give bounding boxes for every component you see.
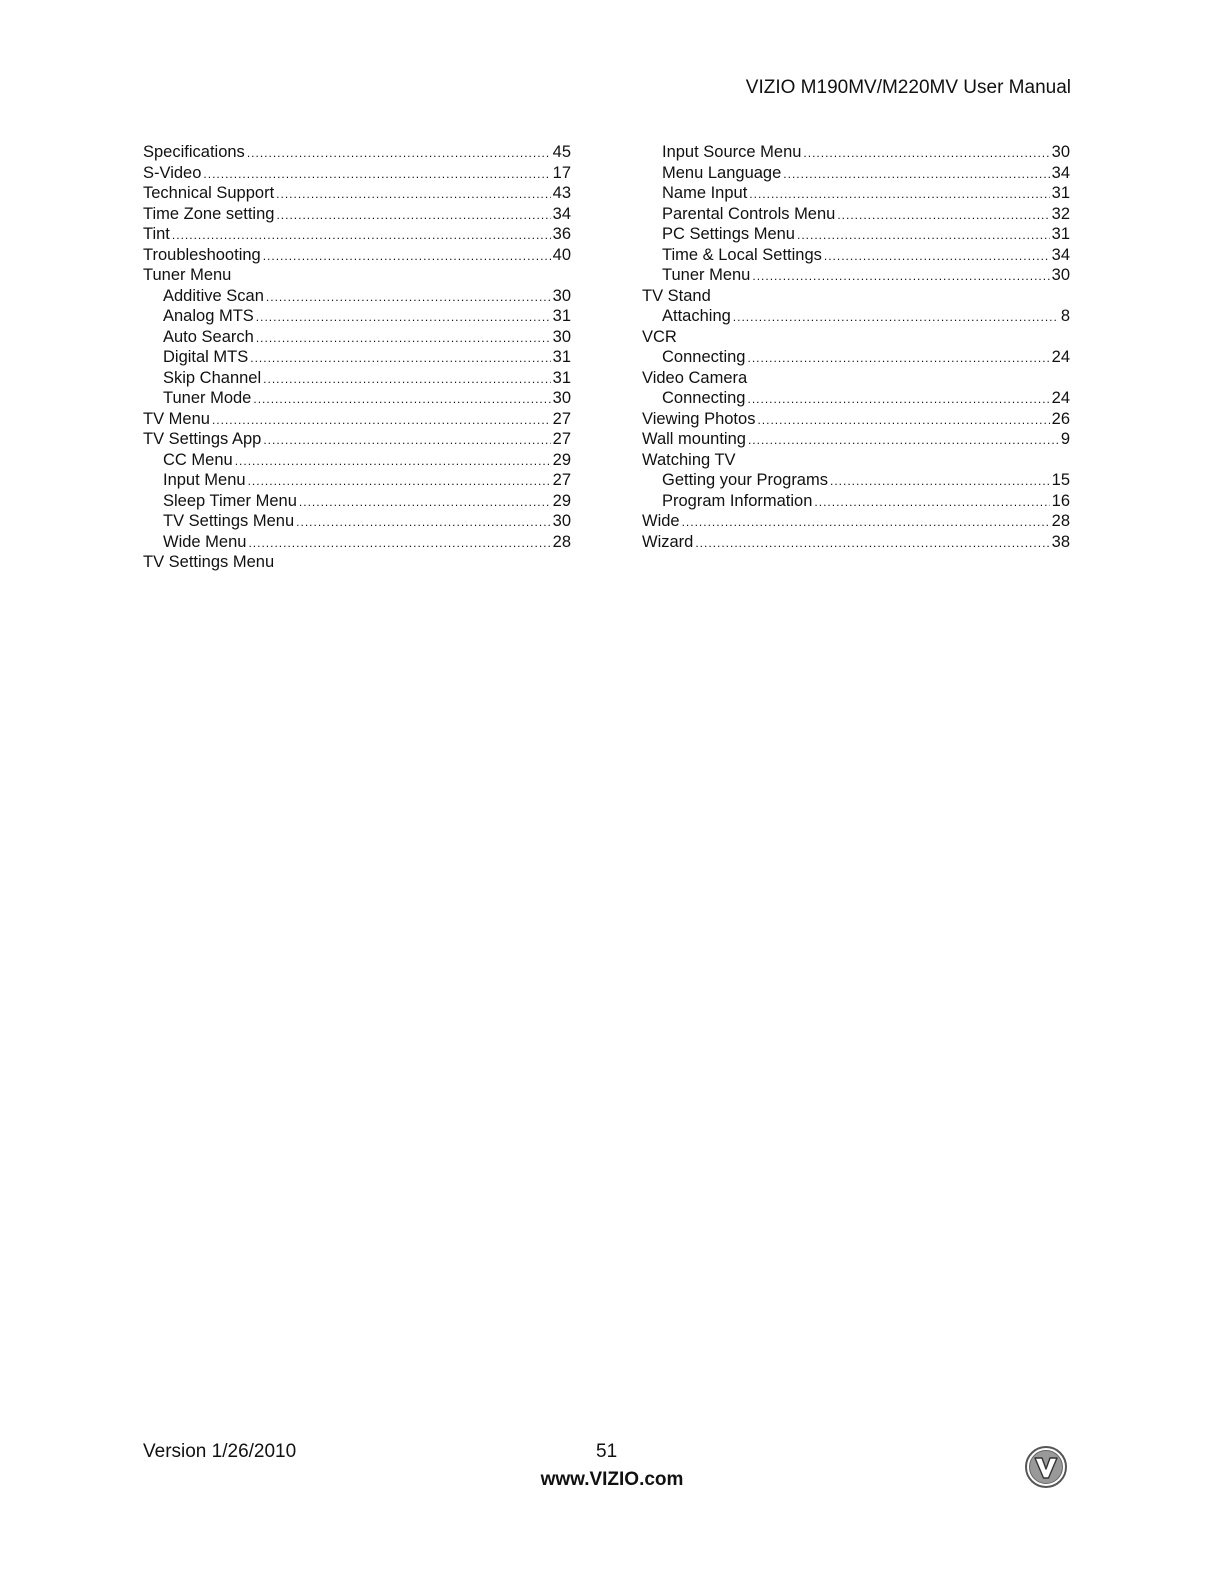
index-entry-label: TV Menu (143, 409, 210, 428)
index-entry-page: 16 (1051, 491, 1070, 510)
index-entry-page: 24 (1051, 348, 1070, 366)
index-entry (642, 409, 1070, 430)
index-entry-page: 31 (1051, 225, 1070, 243)
index-entry (143, 429, 571, 450)
index-entry-label: Getting your Programs (662, 471, 828, 489)
dot-leader (797, 225, 1050, 246)
index-entry-page: 29 (552, 491, 571, 510)
index-entry-label: Menu Language (662, 163, 782, 182)
footer-page-number: 51 (596, 1441, 618, 1462)
index-entry (642, 450, 1070, 471)
index-entry-page: 30 (552, 389, 571, 407)
index-entry-page: 30 (1051, 266, 1070, 284)
index-entry-page: 24 (1051, 389, 1070, 407)
index-entry-label: VCR (642, 327, 677, 346)
dot-leader (824, 246, 1050, 267)
dot-leader (749, 184, 1049, 205)
index-entry (143, 409, 571, 430)
index-entry-page: 9 (1060, 430, 1070, 448)
index-entry (143, 163, 571, 184)
index-entry-label: Video Camera (642, 368, 748, 387)
index-entry-label: Digital MTS (163, 348, 249, 366)
index-entry-label: Wide (642, 512, 680, 530)
index-entry-page: 30 (552, 327, 571, 346)
index-entry-page: 43 (552, 184, 571, 202)
index-entry-label: Connecting (662, 389, 746, 407)
index-entry-page: 30 (1051, 143, 1070, 161)
index-entry (642, 470, 1070, 491)
index-entry-page: 38 (1051, 532, 1070, 551)
index-entry-page: 29 (552, 450, 571, 469)
dot-leader (212, 410, 551, 431)
index-entry (143, 224, 571, 245)
index-entry (642, 265, 1070, 286)
index-entry-label: Skip Channel (163, 368, 262, 387)
dot-leader (299, 492, 551, 513)
index-entry-label: Viewing Photos (642, 409, 756, 428)
index-entry (143, 286, 571, 307)
index-entry (143, 511, 571, 532)
dot-leader (263, 430, 550, 451)
index-entry-page: 31 (552, 348, 571, 366)
index-entry-label: Time Zone setting (143, 204, 275, 223)
dot-leader (248, 533, 550, 554)
index-entry (143, 552, 571, 573)
index-entry (642, 245, 1070, 266)
index-entry (642, 511, 1070, 532)
index-entry-page: 27 (552, 409, 571, 428)
index-entry-label: Time & Local Settings (662, 245, 822, 264)
index-entry (642, 388, 1070, 409)
index-entry (143, 532, 571, 553)
index-entry-page: 40 (552, 245, 571, 264)
index-entry-label: Troubleshooting (143, 245, 261, 264)
index-entry-page: 28 (1051, 512, 1070, 530)
index-entry (143, 450, 571, 471)
index-entry-label: S-Video (143, 163, 202, 182)
index-entry-page: 28 (552, 532, 571, 551)
dot-leader (814, 492, 1049, 513)
index-entry-label: TV Settings Menu (163, 512, 295, 530)
index-entry-label: Auto Search (163, 327, 254, 346)
dot-leader (747, 348, 1049, 369)
dot-leader (803, 143, 1049, 164)
index-entry (642, 142, 1070, 163)
index-entry-label: Additive Scan (163, 286, 264, 305)
index-entry-page: 15 (1051, 471, 1070, 489)
index-entry-label: Program Information (662, 491, 813, 510)
index-entry-page: 34 (1051, 163, 1070, 182)
index-entry (642, 163, 1070, 184)
index-entry (642, 306, 1070, 327)
index-entry-label: Connecting (662, 348, 746, 366)
index-entry-label: Tint (143, 225, 170, 243)
index-entry-label: Input Source Menu (662, 143, 802, 161)
dot-leader (263, 246, 551, 267)
index-entry-label: Wide Menu (163, 532, 247, 551)
index-entry (143, 388, 571, 409)
dot-leader (248, 471, 551, 492)
dot-leader (747, 389, 1049, 410)
dot-leader (235, 451, 551, 472)
vizio-v-logo-icon (1024, 1445, 1068, 1489)
index-entry (642, 286, 1070, 307)
index-entry-page: 32 (1051, 204, 1070, 223)
index-entry-label: Analog MTS (163, 307, 254, 325)
index-entry-page: 31 (552, 307, 571, 325)
dot-leader (276, 184, 550, 205)
index-column-left (143, 142, 571, 573)
index-entry-page: 27 (552, 430, 571, 448)
dot-leader (830, 471, 1050, 492)
index-entry-page: 30 (552, 512, 571, 530)
footer-website-link[interactable]: www.VIZIO.com (540, 1469, 684, 1490)
page-header-title: VIZIO M190MV/M220MV User Manual (745, 77, 1071, 98)
index-entry-page: 27 (552, 471, 571, 489)
dot-leader (247, 143, 551, 164)
index-entry (143, 470, 571, 491)
index-entry (642, 327, 1070, 348)
index-entry (143, 142, 571, 163)
index-entry-label: Technical Support (143, 184, 275, 202)
index-entry-label: Specifications (143, 143, 245, 161)
index-entry-label: Parental Controls Menu (662, 204, 836, 223)
index-entry-page: 34 (1051, 245, 1070, 264)
dot-leader (682, 512, 1050, 533)
index-entry-page: 17 (552, 163, 571, 182)
index-entry (143, 265, 571, 286)
dot-leader (250, 348, 550, 369)
dot-leader (783, 164, 1049, 185)
index-entry-label: Wizard (642, 532, 694, 551)
index-entry (642, 204, 1070, 225)
index-entry (143, 347, 571, 368)
index-entry-page: 31 (1051, 184, 1070, 202)
index-entry (143, 204, 571, 225)
index-entry (143, 327, 571, 348)
index-entry (143, 368, 571, 389)
dot-leader (266, 287, 551, 308)
index-entry-label: Tuner Mode (163, 389, 252, 407)
index-entry-label: Name Input (662, 184, 748, 202)
dot-leader (752, 266, 1049, 287)
dot-leader (733, 307, 1059, 328)
index-entry (143, 245, 571, 266)
dot-leader (837, 205, 1049, 226)
index-entry-label: TV Settings Menu (143, 553, 275, 571)
index-entry-page: 45 (552, 143, 571, 161)
index-entry-page: 34 (552, 204, 571, 223)
index-entry-page: 36 (552, 225, 571, 243)
index-entry (642, 347, 1070, 368)
index-entry-page: 26 (1051, 409, 1070, 428)
index-entry (642, 532, 1070, 553)
dot-leader (263, 369, 550, 390)
dot-leader (256, 307, 551, 328)
index-entry (143, 306, 571, 327)
dot-leader (296, 512, 550, 533)
index-entry (642, 183, 1070, 204)
index-entry-label: Wall mounting (642, 430, 746, 448)
dot-leader (748, 430, 1059, 451)
index-entry-page: 30 (552, 286, 571, 305)
index-entry-label: Attaching (662, 307, 731, 325)
index-entry (642, 491, 1070, 512)
dot-leader (172, 225, 551, 246)
index-column-right (642, 142, 1070, 552)
dot-leader (276, 205, 550, 226)
index-entry-page: 31 (552, 368, 571, 387)
index-entry (143, 491, 571, 512)
dot-leader (203, 164, 550, 185)
index-entry-label: TV Stand (642, 286, 711, 305)
dot-leader (757, 410, 1049, 431)
index-entry-label: Watching TV (642, 450, 736, 469)
index-entry-label: PC Settings Menu (662, 225, 795, 243)
index-entry-label: TV Settings App (143, 430, 262, 448)
index-entry (642, 224, 1070, 245)
index-entry (642, 368, 1070, 389)
index-entry-label: Tuner Menu (143, 266, 232, 284)
dot-leader (695, 533, 1049, 554)
index-entry-page: 8 (1060, 307, 1070, 325)
index-entry-label: Sleep Timer Menu (163, 491, 297, 510)
dot-leader (256, 328, 551, 349)
index-entry-label: CC Menu (163, 450, 233, 469)
footer-version: Version 1/26/2010 (143, 1441, 297, 1462)
index-entry (642, 429, 1070, 450)
index-entry-label: Input Menu (163, 471, 246, 489)
index-entry (143, 183, 571, 204)
dot-leader (253, 389, 550, 410)
index-entry-label: Tuner Menu (662, 266, 751, 284)
